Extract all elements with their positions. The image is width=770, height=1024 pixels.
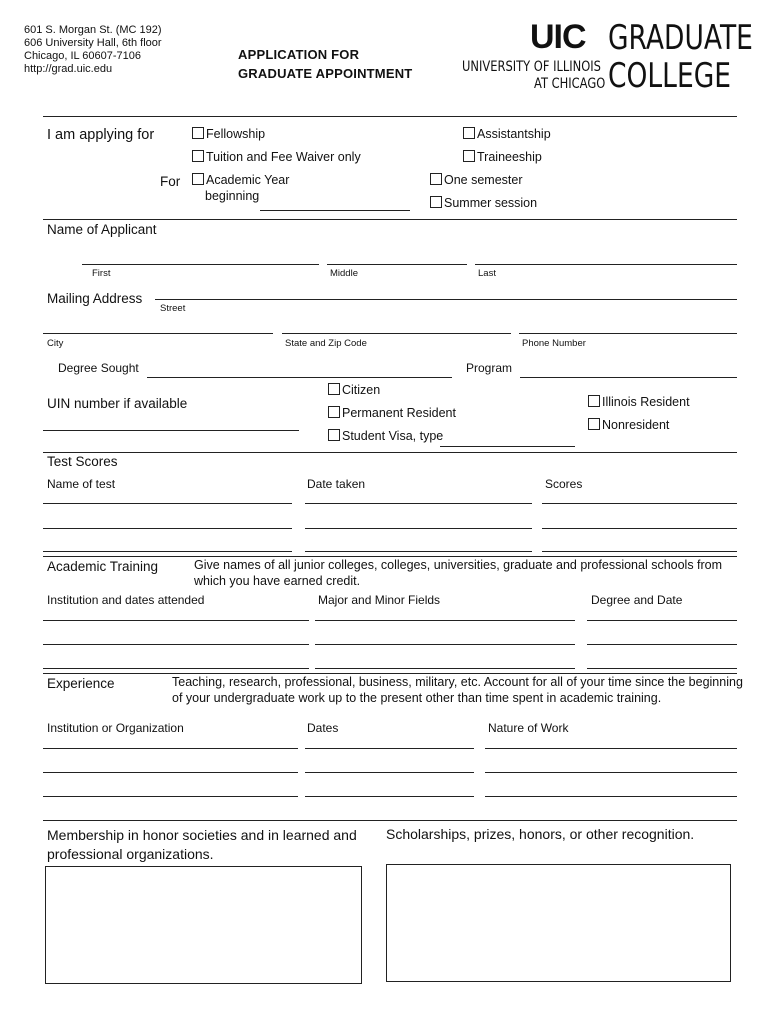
address-block [24,24,162,76]
academic-training-instructions: Give names of all junior colleges, colleges, universities, graduate and professional schools from which you have earned credit. [194,558,723,588]
permanent-resident-checkbox[interactable] [328,406,340,418]
academic-row-line[interactable] [587,620,737,621]
phone-caption: Phone Number [522,338,586,349]
logo-univ-line1: UNIVERSITY OF ILLINOIS [462,59,601,75]
test-scores-heading: Test Scores [47,454,118,469]
fellowship-checkbox[interactable] [192,127,204,139]
academic-row-line[interactable] [43,620,309,621]
form-title-line: GRADUATE APPOINTMENT [238,66,413,81]
state-zip-line[interactable] [282,333,511,334]
academic-row-line[interactable] [315,644,575,645]
academic-year-label: Academic Year [206,173,290,187]
degree-date-column-header: Degree and Date [591,593,683,607]
summer-session-label: Summer session [444,196,538,210]
test-row-line[interactable] [43,551,292,552]
summer-session-checkbox[interactable] [430,196,442,208]
form-title [238,45,412,83]
test-row-line[interactable] [305,503,532,504]
scholarships-label: Scholarships, prizes, honors, or other recognition. [386,826,695,842]
organization-column-header: Institution or Organization [47,721,184,735]
address-url: http://grad.uic.edu [24,63,113,75]
experience-instructions-line: of your undergraduate work up to the present other than time spent in academic training. [172,690,662,705]
first-name-line[interactable] [82,264,319,265]
test-row-line[interactable] [305,551,532,552]
date-taken-column-header: Date taken [307,477,366,491]
degree-sought-label: Degree Sought [58,361,139,375]
permanent-resident-label: Permanent Resident [342,406,456,420]
test-row-line[interactable] [542,503,737,504]
scholarships-text-box[interactable] [386,864,731,982]
logo-college-text: COLLEGE [608,56,732,96]
experience-row-line[interactable] [43,748,298,749]
section-divider [43,673,737,674]
academic-row-line[interactable] [43,668,309,669]
citizen-checkbox[interactable] [328,383,340,395]
dates-column-header: Dates [307,721,339,735]
uin-label: UIN number if available [47,396,188,411]
experience-row-line[interactable] [305,748,474,749]
section-divider [43,556,737,557]
scores-column-header: Scores [545,477,583,491]
one-semester-checkbox[interactable] [430,173,442,185]
middle-name-line[interactable] [327,264,467,265]
logo-univ-line2: AT CHICAGO [534,76,606,92]
traineeship-label: Traineeship [477,150,542,164]
illinois-resident-checkbox[interactable] [588,395,600,407]
experience-heading: Experience [47,676,115,691]
section-divider [43,452,737,453]
section-divider [43,219,737,220]
fellowship-label: Fellowship [206,127,266,141]
name-of-applicant-heading: Name of Applicant [47,222,157,237]
street-caption: Street [160,303,186,314]
experience-row-line[interactable] [485,796,737,797]
experience-row-line[interactable] [305,796,474,797]
academic-row-line[interactable] [43,644,309,645]
experience-row-line[interactable] [485,748,737,749]
phone-line[interactable] [519,333,737,334]
test-row-line[interactable] [305,528,532,529]
address-line: 601 S. Morgan St. (MC 192) [24,24,162,36]
nonresident-option[interactable] [588,418,669,432]
illinois-resident-option[interactable] [588,395,690,409]
nonresident-label: Nonresident [602,418,670,432]
address-line: 606 University Hall, 6th floor [24,37,162,49]
one-semester-label: One semester [444,173,523,187]
nature-of-work-column-header: Nature of Work [488,721,569,735]
visa-type-line[interactable] [440,446,575,447]
assistantship-label: Assistantship [477,127,551,141]
first-name-caption: First [92,268,111,279]
membership-text-box[interactable] [45,866,362,984]
section-divider [43,820,737,821]
beginning-input-line[interactable] [260,210,410,211]
degree-sought-line[interactable] [147,377,452,378]
test-name-column-header: Name of test [47,477,116,491]
major-minor-column-header: Major and Minor Fields [318,593,441,607]
test-row-line[interactable] [43,528,292,529]
academic-row-line[interactable] [315,668,575,669]
membership-label [47,826,357,864]
membership-label-line: professional organizations. [47,846,214,862]
institution-column-header: Institution and dates attended [47,593,205,607]
city-caption: City [47,338,64,349]
assistantship-option[interactable] [463,127,551,141]
assistantship-checkbox[interactable] [463,127,475,139]
academic-row-line[interactable] [587,668,737,669]
nonresident-checkbox[interactable] [588,418,600,430]
form-title-line: APPLICATION FOR [238,47,360,62]
citizen-option[interactable] [328,383,380,397]
membership-label-line: Membership in honor societies and in learned and [47,827,357,843]
student-visa-checkbox[interactable] [328,429,340,441]
tuition-waiver-option[interactable] [192,150,361,164]
one-semester-option[interactable] [430,173,523,187]
uic-graduate-college-logo [462,18,752,98]
mailing-address-label: Mailing Address [47,291,143,306]
summer-session-option[interactable] [430,196,537,210]
program-line[interactable] [520,377,737,378]
experience-row-line[interactable] [43,796,298,797]
permanent-resident-option[interactable] [328,406,456,420]
experience-row-line[interactable] [485,772,737,773]
applying-for-label: I am applying for [47,127,155,143]
middle-name-caption: Middle [330,268,358,279]
for-label: For [160,174,181,189]
student-visa-option[interactable] [328,429,443,443]
academic-year-option[interactable] [192,173,289,187]
experience-row-line[interactable] [305,772,474,773]
academic-row-line[interactable] [587,644,737,645]
logo-graduate-text: GRADUATE [608,18,753,58]
experience-instructions-line: Teaching, research, professional, business, military, etc. Account for all of your time since the beginning [172,675,743,689]
beginning-label: beginning [205,189,260,203]
test-row-line[interactable] [542,551,737,552]
program-label: Program [466,361,513,375]
tuition-waiver-label: Tuition and Fee Waiver only [206,150,361,164]
last-name-line[interactable] [475,264,737,265]
citizen-label: Citizen [342,383,381,397]
fellowship-option[interactable] [192,127,265,141]
experience-instructions [172,675,743,706]
traineeship-checkbox[interactable] [463,150,475,162]
uin-line[interactable] [43,430,299,431]
test-row-line[interactable] [542,528,737,529]
illinois-resident-label: Illinois Resident [602,395,690,409]
address-line: Chicago, IL 60607-7106 [24,50,142,62]
academic-training-heading: Academic Training [47,559,159,574]
street-line[interactable] [155,299,737,300]
tuition-waiver-checkbox[interactable] [192,150,204,162]
academic-year-checkbox[interactable] [192,173,204,185]
last-name-caption: Last [478,268,496,279]
state-zip-caption: State and Zip Code [285,338,367,349]
academic-row-line[interactable] [315,620,575,621]
logo-uic-text: UIC [530,18,586,56]
student-visa-label: Student Visa, type [342,429,444,443]
city-line[interactable] [43,333,273,334]
traineeship-option[interactable] [463,150,542,164]
section-divider [43,116,737,117]
experience-row-line[interactable] [43,772,298,773]
test-row-line[interactable] [43,503,292,504]
